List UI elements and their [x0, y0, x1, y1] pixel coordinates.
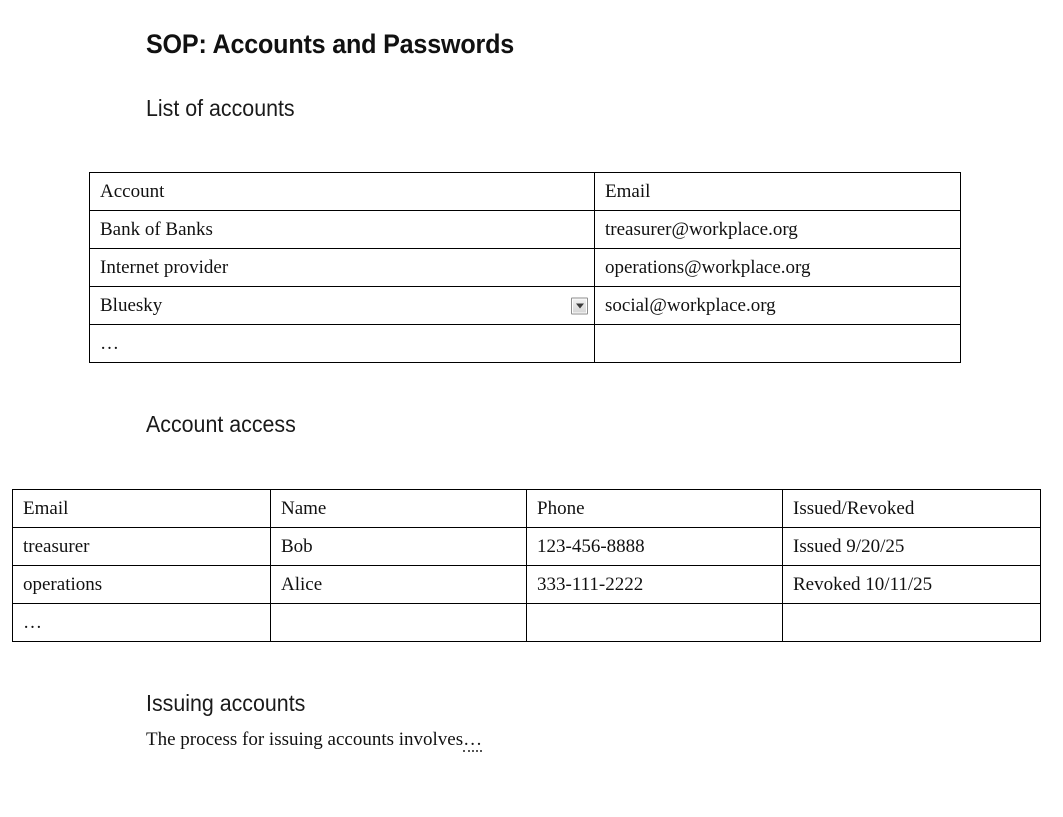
table-row[interactable]: [90, 249, 961, 287]
cell-status[interactable]: [783, 604, 1041, 642]
cell-name[interactable]: Bob: [271, 528, 527, 566]
cell-email[interactable]: operations@workplace.org: [595, 249, 961, 287]
cell-phone[interactable]: 333-111-2222: [527, 566, 783, 604]
table-row[interactable]: [90, 287, 961, 325]
cell-email[interactable]: treasurer@workplace.org: [595, 211, 961, 249]
table-row[interactable]: [90, 325, 961, 363]
spellcheck-underlined-ellipsis[interactable]: …: [463, 729, 483, 750]
column-header-issued-revoked: Issued/Revoked: [783, 490, 1041, 528]
table-row[interactable]: [13, 566, 1041, 604]
column-header-email: Email: [595, 173, 961, 211]
section-heading-account-access: Account access: [146, 411, 296, 437]
page-title: SOP: Accounts and Passwords: [146, 29, 515, 59]
section-heading-list-of-accounts: List of accounts: [146, 95, 295, 121]
caret-glyph: [576, 303, 584, 308]
column-header-name: Name: [271, 490, 527, 528]
cell-account[interactable]: Internet provider: [90, 249, 595, 287]
table-row[interactable]: [13, 604, 1041, 642]
cell-account[interactable]: …: [90, 325, 595, 363]
paragraph-text: The process for issuing accounts involves: [146, 729, 464, 750]
section-heading-issuing-accounts: Issuing accounts: [146, 690, 306, 716]
cell-status[interactable]: Revoked 10/11/25: [783, 566, 1041, 604]
cell-account[interactable]: Bank of Banks: [90, 211, 595, 249]
cell-phone[interactable]: [527, 604, 783, 642]
cell-email[interactable]: treasurer: [13, 528, 271, 566]
column-header-account: Account: [90, 173, 595, 211]
table-header-row: [90, 173, 961, 211]
account-access-table: [12, 489, 1041, 642]
cell-name[interactable]: Alice: [271, 566, 527, 604]
column-header-email: Email: [13, 490, 271, 528]
cell-email[interactable]: social@workplace.org: [595, 287, 961, 325]
cell-email[interactable]: …: [13, 604, 271, 642]
accounts-table: [89, 172, 961, 363]
cell-account[interactable]: [90, 287, 595, 325]
column-header-phone: Phone: [527, 490, 783, 528]
issuing-accounts-paragraph: [146, 728, 482, 752]
table-header-row: [13, 490, 1041, 528]
table-row[interactable]: [13, 528, 1041, 566]
table-row[interactable]: [90, 211, 961, 249]
cell-email[interactable]: [595, 325, 961, 363]
cell-email[interactable]: operations: [13, 566, 271, 604]
chevron-down-icon[interactable]: [571, 297, 588, 314]
cell-account-text: Bluesky: [100, 294, 163, 316]
cell-phone[interactable]: 123-456-8888: [527, 528, 783, 566]
cell-name[interactable]: [271, 604, 527, 642]
cell-status[interactable]: Issued 9/20/25: [783, 528, 1041, 566]
